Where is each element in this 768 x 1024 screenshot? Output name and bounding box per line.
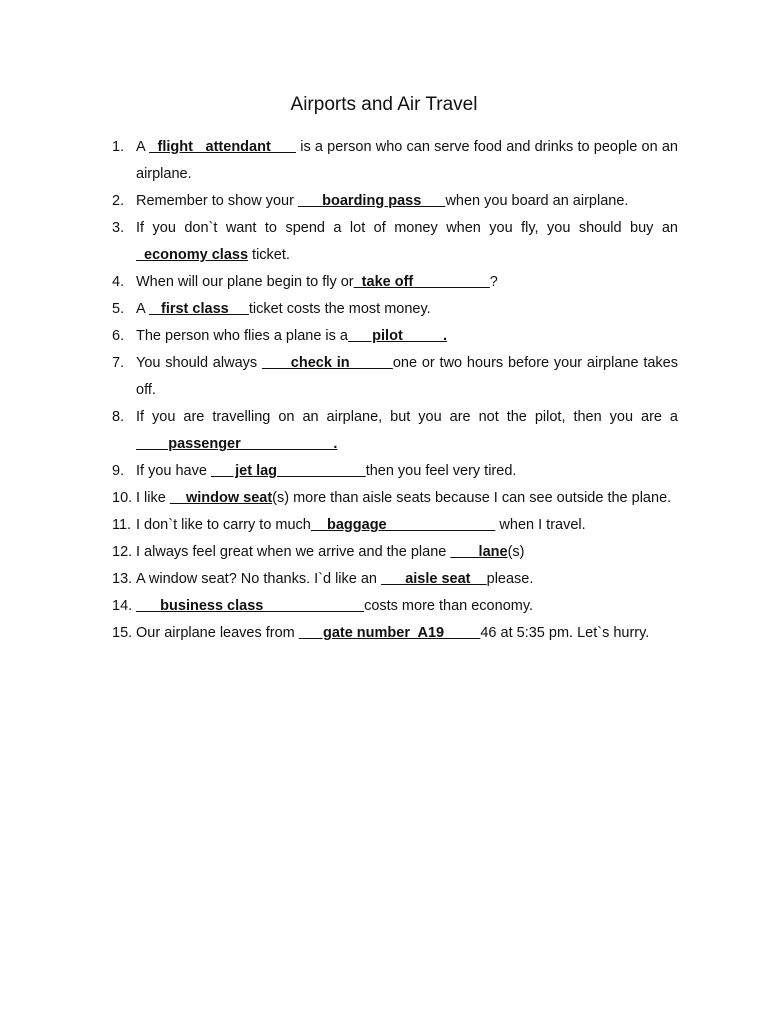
question-text: I don`t like to carry to much — [136, 517, 311, 533]
question-item — [0, 215, 768, 269]
answer-text: window seat — [169, 490, 273, 506]
question-text: costs more than economy. — [364, 598, 534, 614]
question-text: A — [136, 139, 150, 155]
question-text: (s) more than aisle seats because I can see outside the plane. — [272, 490, 672, 506]
question-list — [0, 134, 768, 647]
question-text: ? — [489, 274, 498, 290]
question-text: I always feel great when we arrive and the plane — [136, 544, 451, 560]
question-text: (s) — [507, 544, 525, 560]
question-text: then you feel very tired. — [365, 463, 517, 479]
question-item — [0, 296, 768, 323]
question-item — [0, 323, 768, 350]
answer-text: boarding pass — [297, 193, 446, 209]
answer-text: economy class — [136, 247, 249, 263]
question-item — [0, 539, 768, 566]
question-item — [0, 134, 768, 188]
answer-text: jet lag — [210, 463, 278, 479]
question-number: 4. — [112, 274, 125, 290]
question-number: 11. — [112, 517, 132, 533]
question-number: 14. — [112, 598, 133, 614]
question-number: 15. — [112, 625, 133, 641]
question-text: When will our plane begin to fly or — [136, 274, 354, 290]
answer-text: take off — [353, 274, 414, 290]
question-text: ticket costs the most money. — [248, 301, 431, 317]
question-text: A window seat? No thanks. I`d like an — [136, 571, 382, 587]
question-text: The person who flies a plane is a — [136, 328, 348, 344]
question-text: You should always — [136, 355, 262, 371]
blank-line — [413, 274, 490, 290]
answer-text: gate number A19 — [298, 625, 481, 641]
question-number: 3. — [112, 220, 125, 236]
question-text: Our airplane leaves from — [136, 625, 299, 641]
question-number: 8. — [112, 409, 125, 425]
answer-text: pilot . — [348, 328, 448, 344]
question-item — [0, 485, 768, 512]
question-text: is a person who can serve food and drinks to people on an airplane. — [136, 139, 678, 182]
question-number: 6. — [112, 328, 125, 344]
question-text: A — [136, 301, 149, 317]
question-text: 46 at 5:35 pm. Let`s hurry. — [480, 625, 650, 641]
answer-text: baggage — [310, 517, 496, 533]
question-item — [0, 269, 768, 296]
page-title: Airports and Air Travel — [290, 94, 478, 115]
question-text: If you don`t want to spend a lot of money when you fly, you should buy an — [136, 220, 678, 236]
question-number: 2. — [112, 193, 125, 209]
question-text: ticket. — [248, 247, 290, 263]
question-item — [0, 350, 768, 404]
answer-text: aisle seat — [381, 571, 487, 587]
question-text: If you are travelling on an airplane, but you are not the pilot, then you are a — [136, 409, 678, 425]
question-number: 12. — [112, 544, 133, 560]
question-number: 7. — [112, 355, 125, 371]
question-text: Remember to show your — [136, 193, 298, 209]
answer-text: passenger . — [136, 436, 338, 452]
question-item — [0, 404, 768, 458]
question-number: 5. — [112, 301, 125, 317]
question-text: I like — [136, 490, 170, 506]
blank-line — [277, 463, 366, 479]
question-text: one or two hours before your airplane takes off. — [136, 355, 678, 398]
question-number: 9. — [112, 463, 125, 479]
question-item — [0, 188, 768, 215]
question-number: 13. — [112, 571, 133, 587]
question-text: If you have — [136, 463, 211, 479]
answer-text: business class — [136, 598, 365, 614]
question-item — [0, 620, 768, 647]
question-text: when you board an airplane. — [445, 193, 629, 209]
answer-text: check in — [261, 355, 393, 371]
question-item — [0, 512, 768, 539]
question-number: 10. — [112, 490, 133, 506]
question-item — [0, 458, 768, 485]
question-text: please. — [486, 571, 534, 587]
question-item — [0, 593, 768, 620]
question-text: when I travel. — [495, 517, 586, 533]
question-number: 1. — [112, 139, 125, 155]
answer-text: first class — [148, 301, 249, 317]
answer-text: lane — [450, 544, 508, 560]
answer-text: flight attendant — [149, 139, 297, 155]
question-item — [0, 566, 768, 593]
